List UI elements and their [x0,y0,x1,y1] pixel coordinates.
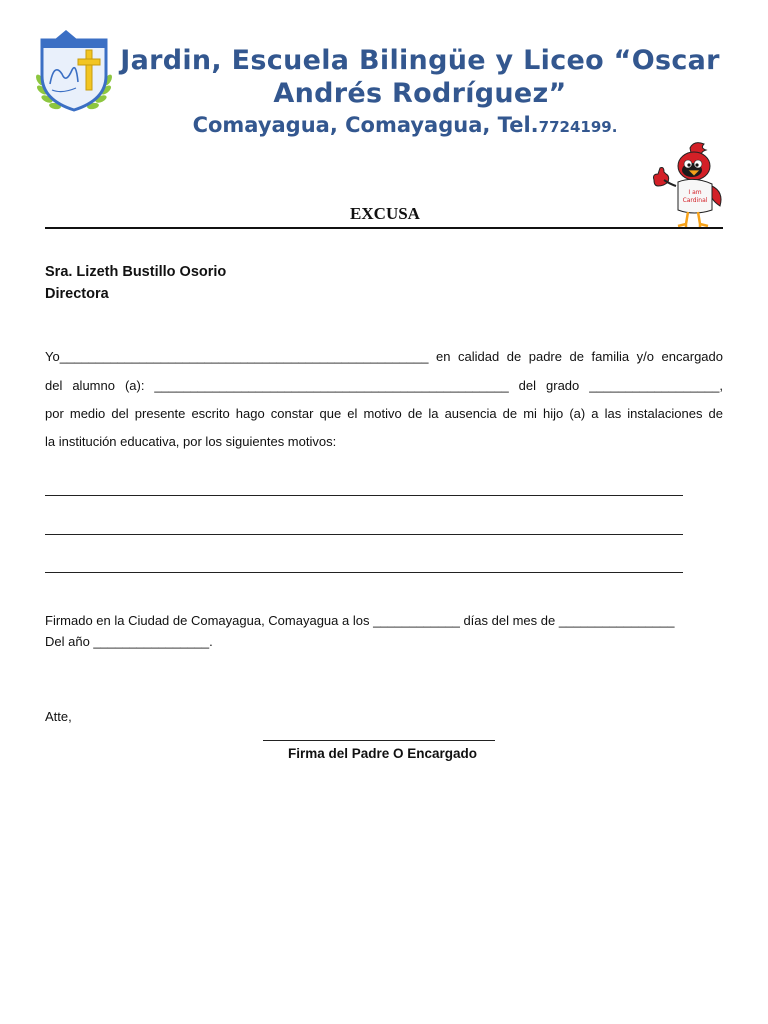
signature-label: Firma del Padre O Encargado [287,746,478,761]
title-divider [45,227,723,229]
phone-number: 7724199. [538,118,618,136]
body-line-2: del alumno (a): _________________________________________________ del grado __________________, [45,378,723,393]
reason-blank-line[interactable] [45,495,683,496]
body-line-1: Yo___________________________________________________ en calidad de padre de familia y/o encargado [45,349,723,364]
body-line-4: la institución educativa, por los siguientes motivos: [45,434,337,449]
signed-place-date-line: Firmado en la Ciudad de Comayagua, Comayagua a los ____________ días del mes de ________________ [45,613,675,628]
svg-text:I am: I am [688,189,702,196]
signature-line[interactable] [263,740,495,741]
svg-text:Cardinal: Cardinal [682,197,708,204]
signed-year-line: Del año ________________. [45,634,213,649]
city-label: Comayagua, Comayagua, Tel. [192,113,539,137]
school-name: Jardin, Escuela Bilingüe y Liceo “Oscar Andrés Rodríguez” [120,45,720,109]
closing-text: Atte, [45,709,72,724]
reason-blank-line[interactable] [45,534,683,535]
cardinal-mascot [650,140,726,230]
document-title: EXCUSA [350,204,420,223]
reason-blank-line[interactable] [45,572,683,573]
school-city-phone [100,112,710,140]
body-line-3: por medio del presente escrito hago constar que el motivo de la ausencia de mi hijo (a) a las instalaciones de [45,406,723,421]
recipient-name: Sra. Lizeth Bustillo Osorio [45,264,227,280]
cardinal-mascot-icon [650,140,726,230]
recipient-role: Directora [45,286,109,302]
